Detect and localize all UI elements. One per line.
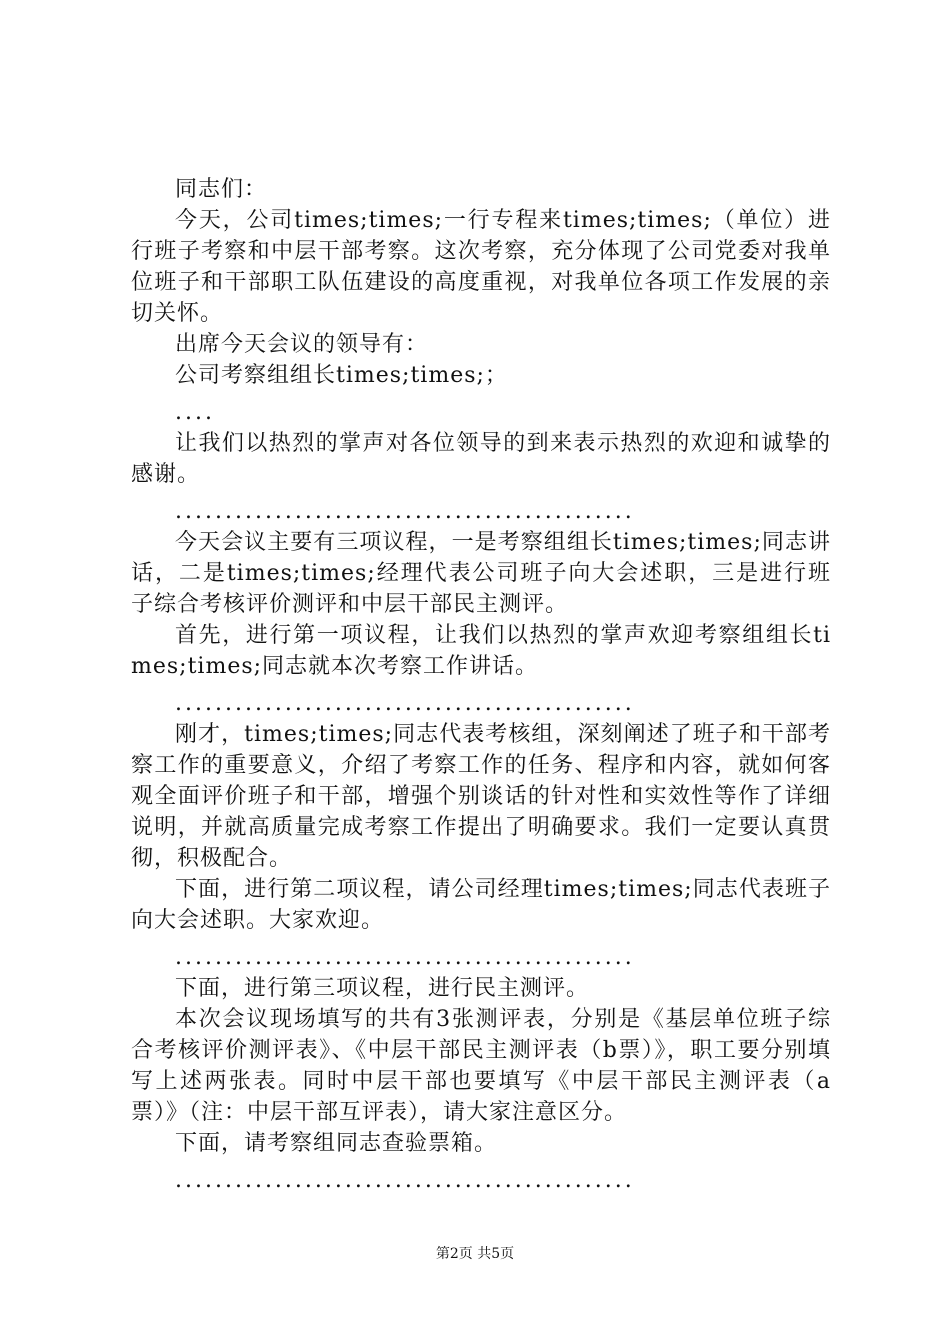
page-footer: 第2页 共5页	[435, 1246, 515, 1262]
separator-dots: ..............................................	[175, 945, 635, 970]
paragraph: 同志们：	[175, 177, 268, 202]
separator-dots: ..............................................	[175, 691, 635, 716]
paragraph: 出席今天会议的领导有：	[175, 332, 429, 357]
paragraph: 刚才，times;times;同志代表考核组，深刻阐述了班子和干部考察工作的重要意义，介绍了考察工作的任务、程序和内容，就如何客观全面评价班子和干部，增强个别谈话的针对性和实效性等作了详细说明，并就高质量完成考察工作提出了明确要求。我们一定要认真贯彻，积极配合。	[131, 722, 831, 871]
paragraph: 下面，请考察组同志查验票箱。	[175, 1131, 498, 1156]
paragraph: 今天，公司times;times;一行专程来times;times;（单位）进行班子考察和中层干部考察。这次考察，充分体现了公司党委对我单位班子和干部职工队伍建设的高度重视，对我单位各项工作发展的亲切关怀。	[131, 208, 831, 326]
paragraph: 公司考察组组长times;times;；	[175, 363, 508, 388]
paragraph: 本次会议现场填写的共有3张测评表，分别是《基层单位班子综合考核评价测评表》、《中层干部民主测评表（b票）》，职工要分别填写上述两张表。同时中层干部也要填写《中层干部民主测评表（a票）》（注：中层干部互评表），请大家注意区分。	[131, 1007, 831, 1125]
separator-dots: ....	[175, 400, 215, 425]
paragraph: 首先，进行第一项议程，让我们以热烈的掌声欢迎考察组组长times;times;同志就本次考察工作讲话。	[131, 623, 831, 679]
paragraph: 让我们以热烈的掌声对各位领导的到来表示热烈的欢迎和诚挚的感谢。	[131, 431, 831, 487]
paragraph: 今天会议主要有三项议程，一是考察组组长times;times;同志讲话，二是times;times;经理代表公司班子向大会述职，三是进行班子综合考核评价测评和中层干部民主测评。	[131, 530, 831, 617]
paragraph: 下面，进行第三项议程，进行民主测评。	[175, 976, 590, 1001]
document-body	[131, 174, 831, 1196]
separator-dots: ..............................................	[175, 499, 635, 524]
paragraph: 下面，进行第二项议程，请公司经理times;times;同志代表班子向大会述职。大家欢迎。	[131, 877, 831, 933]
separator-dots: ..............................................	[175, 1168, 635, 1193]
